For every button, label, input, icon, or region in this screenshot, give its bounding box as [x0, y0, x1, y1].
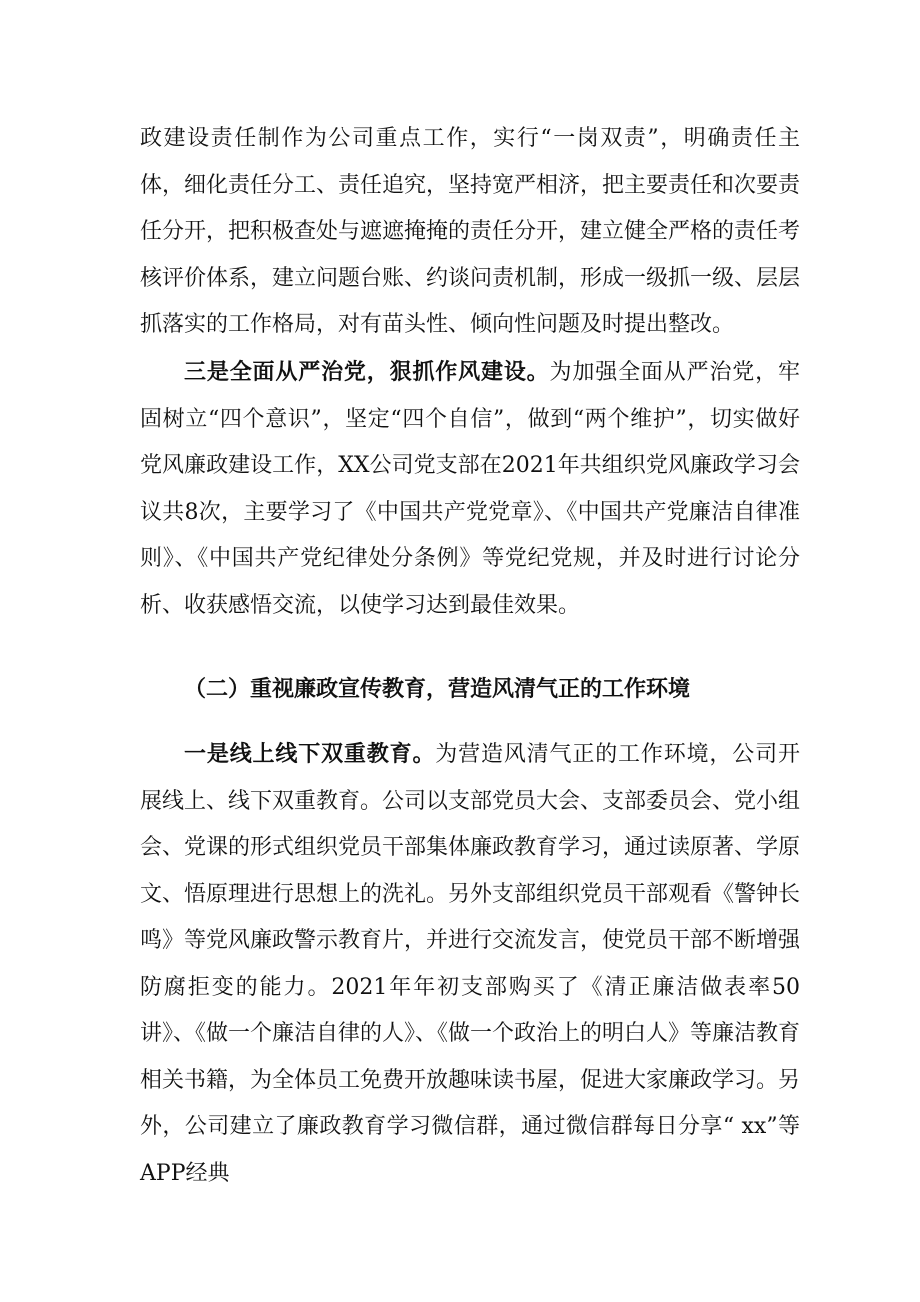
paragraph-one — [140, 731, 800, 1197]
paragraph-continued: 政建设责任制作为公司重点工作，实行“一岗双责”，明确责任主体，细化责任分工、责任追究，坚持宽严相济，把主要责任和次要责任分开，把积极查处与遮遮掩掩的责任分开，建立健全严格的责任考核评价体系，建立问题台账、约谈问责机制，形成一级抓一级、层层抓落实的工作格局，对有苗头性、倾向性问题及时提出整改。 — [140, 126, 801, 337]
paragraph-three — [140, 349, 800, 629]
paragraph-three-lead: 三是全面从严治党，狠抓作风建设。 — [184, 359, 550, 385]
paragraph-one-body: 为营造风清气正的工作环境，公司开展线上、线下双重教育。公司以支部党员大会、支部委员会、党小组会、党课的形式组织党员干部集体廉政教育学习，通过读原著、学原文、悟原理进行思想上的洗礼。另外支部组织党员干部观看《警钟长鸣》等党风廉政警示教育片，并进行交流发言，使党员干部不断增强防腐拒变的能力。2021年年初支部购买了《清正廉洁做表率50讲》、《做一个廉洁自律的人》、《做一个政治上的明白人》等廉洁教育相关书籍，为全体员工免费开放趣味读书屋，促进大家廉政学习。另外，公司建立了廉政教育学习微信群，通过微信群每日分享“ xx”等APP经典 — [140, 742, 801, 1186]
section-heading: （二）重视廉政宣传教育，营造风清气正的工作环境 — [184, 676, 691, 702]
paragraph-three-body: 为加强全面从严治党，牢固树立“四个意识”，坚定“四个自信”，做到“两个维护”，切实做好党风廉政建设工作，XX公司党支部在2021年共组织党风廉政学习会议共8次，主要学习了《中国共产党党章》、《中国共产党廉洁自律准则》、《中国共产党纪律处分条例》等党纪党规，并及时进行讨论分析、收获感悟交流，以使学习达到最佳效果。 — [140, 360, 801, 618]
paragraph-one-lead: 一是线上线下双重教育。 — [184, 741, 436, 767]
